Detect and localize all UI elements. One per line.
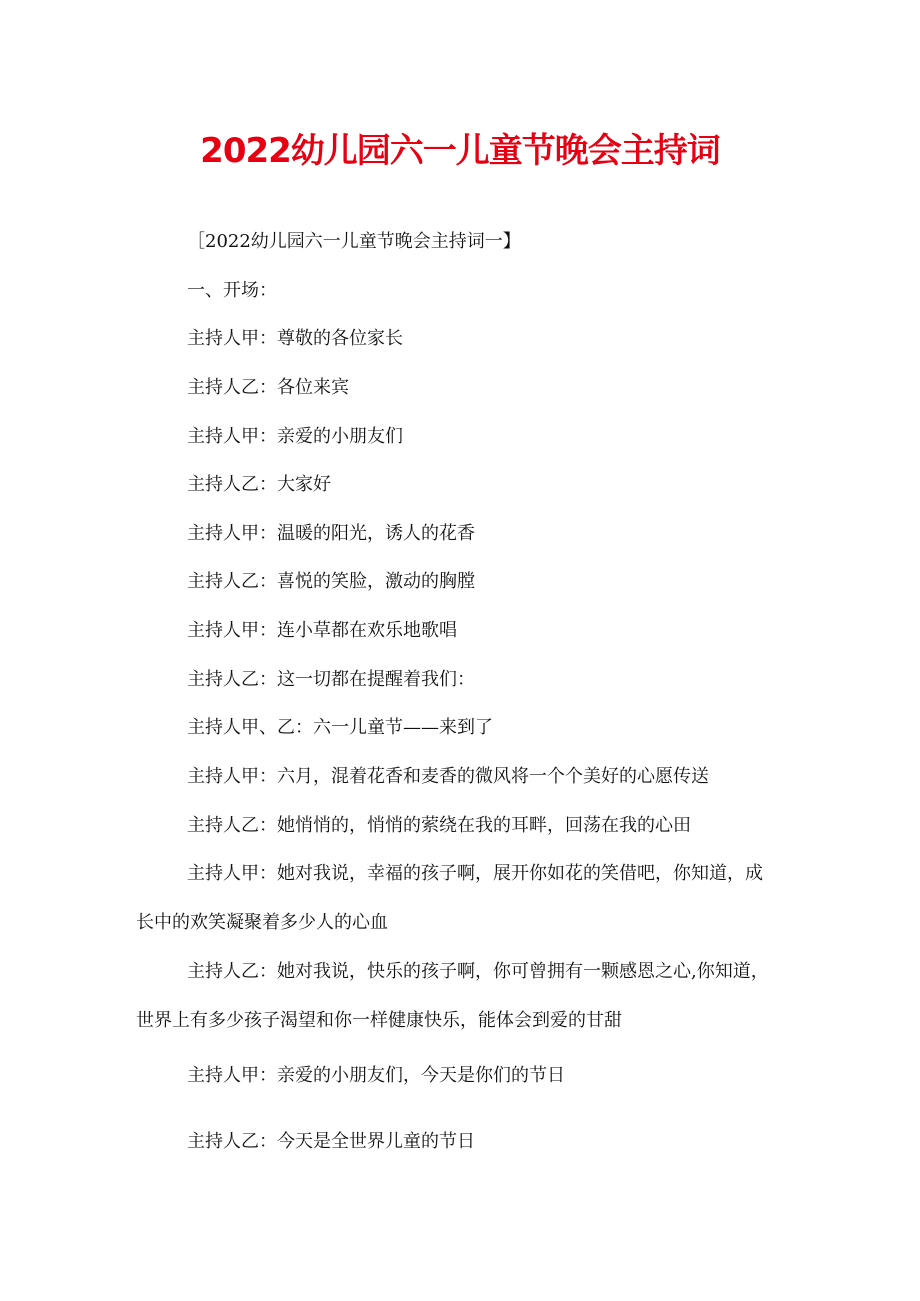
script-line: 主持人甲：温暖的阳光，诱人的花香 xyxy=(187,523,475,544)
opening-heading: 一、开场： xyxy=(187,280,277,301)
paragraph-line-continued: 世界上有多少孩子渴望和你一样健康快乐，能体会到爱的甘甜 xyxy=(136,1010,622,1031)
paragraph-line: 主持人乙：她对我说，快乐的孩子啊，你可曾拥有一颗感恩之心,你知道， xyxy=(187,961,769,982)
script-line: 主持人甲：亲爱的小朋友们，今天是你们的节日 xyxy=(187,1065,565,1086)
script-line: 主持人甲、乙：六一儿童节——来到了 xyxy=(187,717,493,738)
script-line: 主持人乙：喜悦的笑脸，激动的胸膛 xyxy=(187,571,475,592)
document-title: 2022幼儿园六一儿童节晚会主持词 xyxy=(200,131,720,171)
script-line: 主持人甲：六月，混着花香和麦香的微风将一个个美好的心愿传送 xyxy=(187,766,709,787)
section-header: ［2022幼儿园六一儿童节晚会主持词一】 xyxy=(187,231,521,252)
script-line: 主持人乙：这一切都在提醒着我们： xyxy=(187,669,475,690)
script-line: 主持人甲：尊敬的各位家长 xyxy=(187,328,403,349)
script-line: 主持人甲：连小草都在欢乐地歌唱 xyxy=(187,620,457,641)
paragraph-line-continued: 长中的欢笑凝聚着多少人的心血 xyxy=(136,912,388,933)
script-line: 主持人乙：今天是全世界儿童的节日 xyxy=(187,1131,475,1152)
script-line: 主持人乙：她悄悄的，悄悄的萦绕在我的耳畔，回荡在我的心田 xyxy=(187,815,691,836)
script-line: 主持人乙：大家好 xyxy=(187,474,331,495)
paragraph-line: 主持人甲：她对我说，幸福的孩子啊，展开你如花的笑借吧，你知道，成 xyxy=(187,863,763,884)
script-line: 主持人甲：亲爱的小朋友们 xyxy=(187,426,403,447)
script-line: 主持人乙：各位来宾 xyxy=(187,377,349,398)
